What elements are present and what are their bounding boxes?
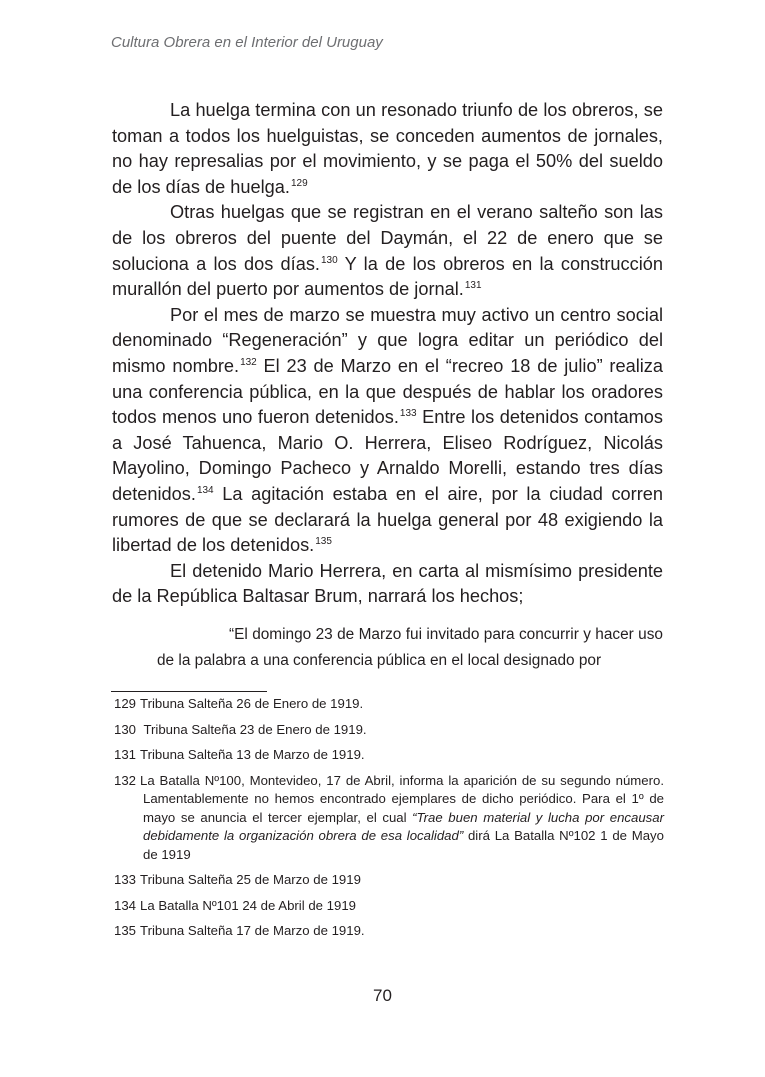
footnote-130 — [114, 721, 664, 740]
block-quote: “El domingo 23 de Marzo fui invitado para concurrir y hacer uso de la palabra a una conferencia pública en el local designado por — [157, 625, 663, 669]
paragraph-3 — [112, 303, 663, 559]
footnote-134 — [114, 897, 664, 916]
page-number: 70 — [373, 986, 392, 1005]
footnote-133 — [114, 871, 664, 890]
paragraph-text: El detenido Mario Herrera, en carta al mismísimo presidente de la República Baltasar Brum, narrará los hechos; — [112, 560, 663, 607]
footnote-text: Tribuna Salteña 25 de Marzo de 1919 — [140, 872, 361, 887]
paragraph-text: Entre los detenidos contamos a José Tahuenca, Mario O. Herrera, Eliseo Rodríguez, Nicolás Mayolino, Domingo Pacheco y Arnaldo Morelli, estando tres días detenidos. — [112, 407, 663, 504]
footnote-ref: 134 — [196, 484, 214, 496]
footnote-text: Tribuna Salteña 26 de Enero de 1919. — [140, 696, 364, 711]
running-head: Cultura Obrera en el Interior del Uruguay — [111, 34, 383, 51]
footnote-ref: 132 — [240, 356, 257, 368]
footnote-text: Tribuna Salteña 13 de Marzo de 1919. — [140, 747, 365, 762]
footnote-ref: 131 — [464, 280, 482, 292]
footnote-ref: 129 — [290, 177, 308, 189]
footnote-132 — [114, 772, 664, 865]
paragraph-text: Otras huelgas que se registran en el verano salteño son las de los obreros del puente del Daymán, el 22 de enero que se soluciona a los dos días. — [112, 202, 663, 274]
footnote-text: Tribuna Salteña 23 de Enero de 1919. — [140, 721, 367, 737]
footnote-ref: 135 — [315, 536, 332, 548]
footnote-italic-quote: “Trae buen material y lucha por encausar debidamente la organización obrera de esa localidad” — [143, 809, 664, 843]
paragraph-2 — [112, 200, 663, 302]
footnote-separator — [111, 691, 267, 692]
footnote-number: 135 — [114, 923, 137, 938]
footnote-ref: 130 — [321, 254, 338, 266]
footnote-text: La Batalla Nº101 24 de Abril de 1919 — [140, 897, 356, 913]
paragraph-text: El 23 de Marzo en el “recreo 18 de julio” realiza una conferencia pública, en la que después de hablar los oradores todos menos uno fueron detenidos. — [112, 355, 663, 428]
footnote-ref: 133 — [399, 408, 417, 420]
paragraph-text: Y la de los obreros en la construcción murallón del puerto por aumentos de jornal. — [112, 253, 663, 300]
paragraph-text: Por el mes de marzo se muestra muy activo un centro social denominado “Regeneración” y que logra editar un periódico del mismo nombre. — [112, 304, 663, 376]
paragraph-4 — [112, 559, 663, 610]
footnote-129 — [114, 695, 664, 714]
paragraph-text: La agitación estaba en el aire, por la ciudad corren rumores de que se declarará la huelga general por 48 exigiendo la libertad de los detenidos. — [112, 483, 663, 556]
paragraph-text: La huelga termina con un resonado triunfo de los obreros, se toman a todos los huelguistas, se conceden aumentos de jornales, no hay represalias por el movimiento, y se paga el 50% del sueldo de los días de huelga. — [112, 100, 663, 197]
footnote-text: La Batalla Nº100, Montevideo, 17 de Abril, informa la aparición de su segundo número. Lamentablemente no hemos encontrado ejemplares de dicho periódico. Para el 1º de mayo se anuncia el tercer ejemplar, el cual — [140, 772, 664, 825]
footnote-number: 134 — [114, 897, 137, 913]
footnote-135 — [114, 922, 664, 941]
footnote-number: 131 — [114, 747, 137, 762]
footnote-number: 132 — [114, 772, 137, 788]
footnote-number: 130 — [114, 721, 137, 737]
footnote-text: dirá La Batalla Nº102 1 de Mayo de 1919 — [143, 828, 664, 862]
footnote-number: 133 — [114, 872, 137, 887]
footnote-131 — [114, 746, 664, 765]
footnote-text: Tribuna Salteña 17 de Marzo de 1919. — [140, 923, 365, 938]
paragraph-1 — [112, 98, 663, 200]
body-text — [112, 98, 663, 674]
footnotes — [114, 695, 664, 948]
footnote-number: 129 — [114, 696, 137, 711]
